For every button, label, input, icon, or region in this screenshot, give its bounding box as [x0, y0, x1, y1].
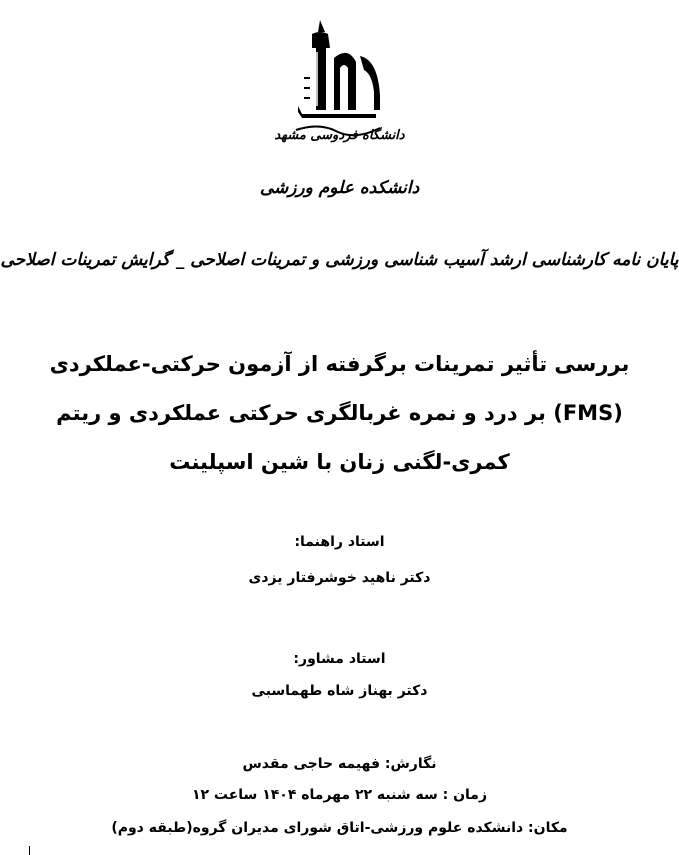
- supervisor-name: دکتر ناهید خوشرفتار یزدی: [248, 570, 431, 586]
- thesis-title-line-3: کمری-لگنی زنان با شین اسپلینت: [169, 450, 510, 474]
- author-line: نگارش: فهیمه حاجی مقدس: [242, 756, 437, 772]
- advisor-label: استاد مشاور:: [293, 651, 386, 667]
- advisor-name: دکتر بهناز شاه طهماسبی: [251, 683, 428, 699]
- thesis-type-line: پایان نامه کارشناسی ارشد آسیب شناسی ورزشی و تمرینات اصلاحی _ گرایش تمرینات اصلاحی: [0, 250, 679, 270]
- defense-place: مکان: دانشکده علوم ورزشی-اتاق شورای مدیران گروه(طبقه دوم): [111, 820, 568, 836]
- faculty-name: دانشکده علوم ورزشی: [259, 178, 420, 198]
- supervisor-label: استاد راهنما:: [294, 534, 385, 550]
- thesis-title: [20, 340, 659, 487]
- defense-time: زمان : سه شنبه ۲۲ مهرماه ۱۴۰۴ ساعت ۱۲: [191, 787, 488, 803]
- thesis-title-line-1: بررسی تأثیر تمرینات برگرفته از آزمون حرکتی-عملکردی: [49, 352, 630, 376]
- university-name: دانشگاه فردوسی مشهد: [274, 128, 405, 143]
- thesis-title-line-2: (FMS) بر درد و نمره غربالگری حرکتی عملکردی و ریتم: [56, 401, 623, 425]
- university-emblem-icon: [290, 18, 386, 143]
- text-cursor: [29, 846, 30, 855]
